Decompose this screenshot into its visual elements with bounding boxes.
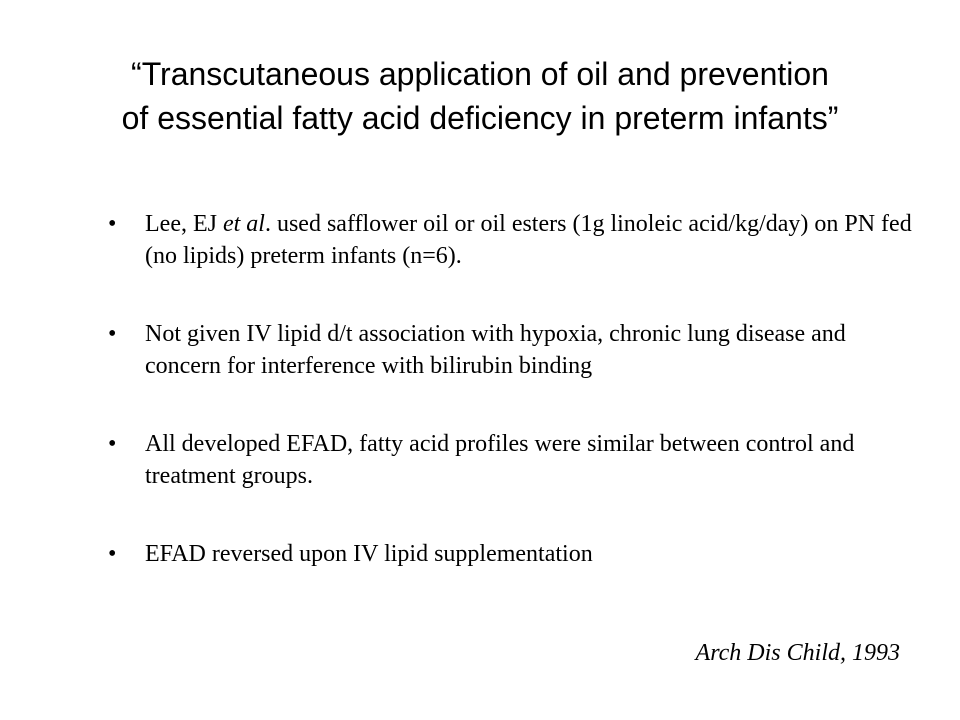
bullet-item-iv-lipid-rationale [108,318,918,382]
bullet-item-efad-reversal [108,538,918,570]
bullet-text-lead: Lee, EJ [145,211,223,237]
citation: Arch Dis Child, 1993 [695,640,900,666]
bullet-item-study-design [108,208,918,272]
bullet-text-rest: . used safflower oil or oil esters (1g linoleic acid/kg/day) on PN fed (no lipids) preterm infants (n=6). [145,211,912,269]
bullet-text: Not given IV lipid d/t association with hypoxia, chronic lung disease and concern for interference with bilirubin binding [145,321,846,379]
bullet-dot-icon: • [108,431,117,457]
bullet-text: All developed EFAD, fatty acid profiles were similar between control and treatment groups. [145,431,855,489]
bullet-list [108,208,918,616]
bullet-item-efad-results [108,428,918,492]
slide-title-line-1: “Transcutaneous application of oil and prevention [131,56,829,92]
bullet-dot-icon: • [108,211,117,237]
slide-title-line-2: of essential fatty acid deficiency in preterm infants” [121,100,839,136]
bullet-text: EFAD reversed upon IV lipid supplementation [145,541,593,567]
bullet-dot-icon: • [108,541,117,567]
bullet-dot-icon: • [108,321,117,347]
slide-title [40,52,920,140]
bullet-text-italic: et al [222,211,265,237]
